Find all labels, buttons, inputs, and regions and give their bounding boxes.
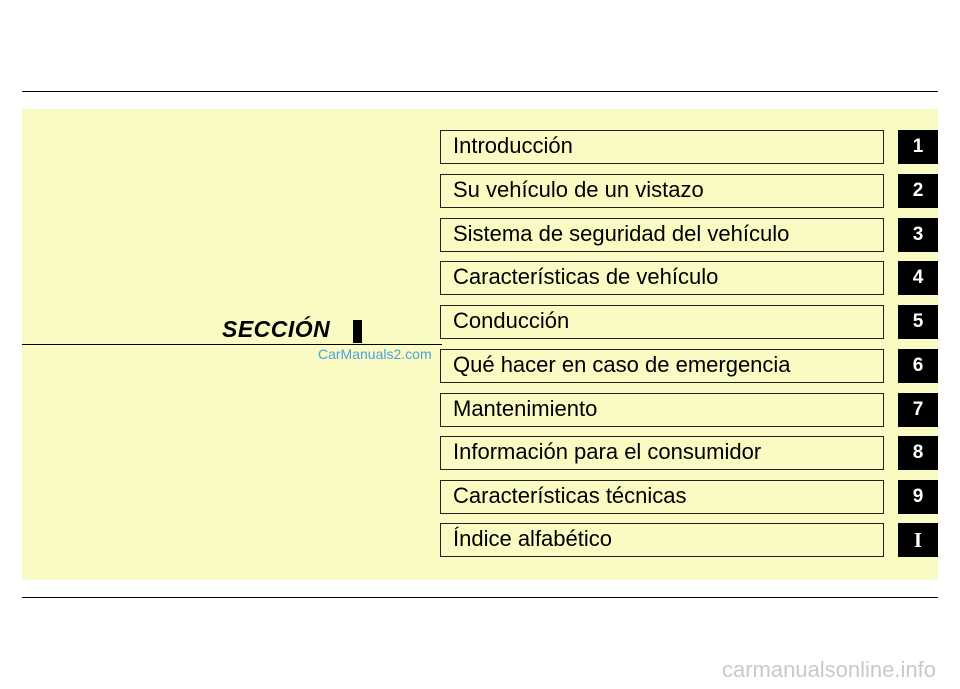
section-heading: SECCIÓN bbox=[222, 316, 331, 342]
toc-box bbox=[440, 480, 884, 514]
toc-label: Características técnicas bbox=[453, 483, 687, 508]
section-number: 9 bbox=[912, 486, 924, 507]
toc-label: Información para el consumidor bbox=[453, 439, 762, 464]
top-rule bbox=[22, 91, 938, 92]
toc-row-8[interactable] bbox=[440, 436, 938, 470]
toc-box bbox=[440, 305, 884, 339]
section-number: 2 bbox=[912, 180, 924, 201]
toc-label: Características de vehículo bbox=[453, 264, 719, 289]
toc-box bbox=[440, 174, 884, 208]
watermark-small: CarManuals2.com bbox=[318, 346, 432, 362]
section-tab-4[interactable] bbox=[898, 261, 938, 295]
watermark-large: carmanualsonline.info bbox=[721, 657, 936, 682]
toc-row-1[interactable] bbox=[440, 130, 938, 164]
section-number: 4 bbox=[912, 267, 924, 288]
toc-row-2[interactable] bbox=[440, 174, 938, 208]
toc-box bbox=[440, 436, 884, 470]
toc-row-6[interactable] bbox=[440, 349, 938, 383]
toc-row-9[interactable] bbox=[440, 480, 938, 514]
toc-label: Introducción bbox=[453, 133, 573, 158]
toc-box bbox=[440, 218, 884, 252]
section-number: 7 bbox=[912, 399, 924, 420]
toc-box bbox=[440, 130, 884, 164]
toc-row-index[interactable] bbox=[440, 523, 938, 557]
toc-row-5[interactable] bbox=[440, 305, 938, 339]
toc-box bbox=[440, 261, 884, 295]
section-tab-1[interactable] bbox=[898, 130, 938, 164]
toc-box bbox=[440, 523, 884, 557]
toc-box bbox=[440, 349, 884, 383]
section-marker-bar bbox=[353, 320, 362, 343]
toc-label: Conducción bbox=[453, 308, 570, 333]
section-tab-8[interactable] bbox=[898, 436, 938, 470]
section-number: 5 bbox=[912, 311, 924, 332]
toc-row-4[interactable] bbox=[440, 261, 938, 295]
section-number: 8 bbox=[912, 442, 924, 463]
section-tab-index[interactable] bbox=[898, 523, 938, 557]
section-tab-7[interactable] bbox=[898, 393, 938, 427]
section-tab-5[interactable] bbox=[898, 305, 938, 339]
section-tab-3[interactable] bbox=[898, 218, 938, 252]
toc-label: Mantenimiento bbox=[453, 396, 598, 421]
section-number: 3 bbox=[912, 224, 924, 245]
section-tab-2[interactable] bbox=[898, 174, 938, 208]
toc-label: Su vehículo de un vistazo bbox=[453, 177, 704, 202]
section-number: I bbox=[913, 528, 923, 552]
toc-row-7[interactable] bbox=[440, 393, 938, 427]
section-underline bbox=[22, 344, 442, 345]
toc-label: Qué hacer en caso de emergencia bbox=[453, 352, 791, 377]
section-tab-9[interactable] bbox=[898, 480, 938, 514]
toc-box bbox=[440, 393, 884, 427]
toc-label: Sistema de seguridad del vehículo bbox=[453, 221, 790, 246]
section-tab-6[interactable] bbox=[898, 349, 938, 383]
bottom-rule bbox=[22, 597, 938, 598]
toc-row-3[interactable] bbox=[440, 218, 938, 252]
section-number: 1 bbox=[912, 136, 924, 157]
toc-label: Índice alfabético bbox=[453, 526, 612, 551]
section-number: 6 bbox=[912, 355, 924, 376]
